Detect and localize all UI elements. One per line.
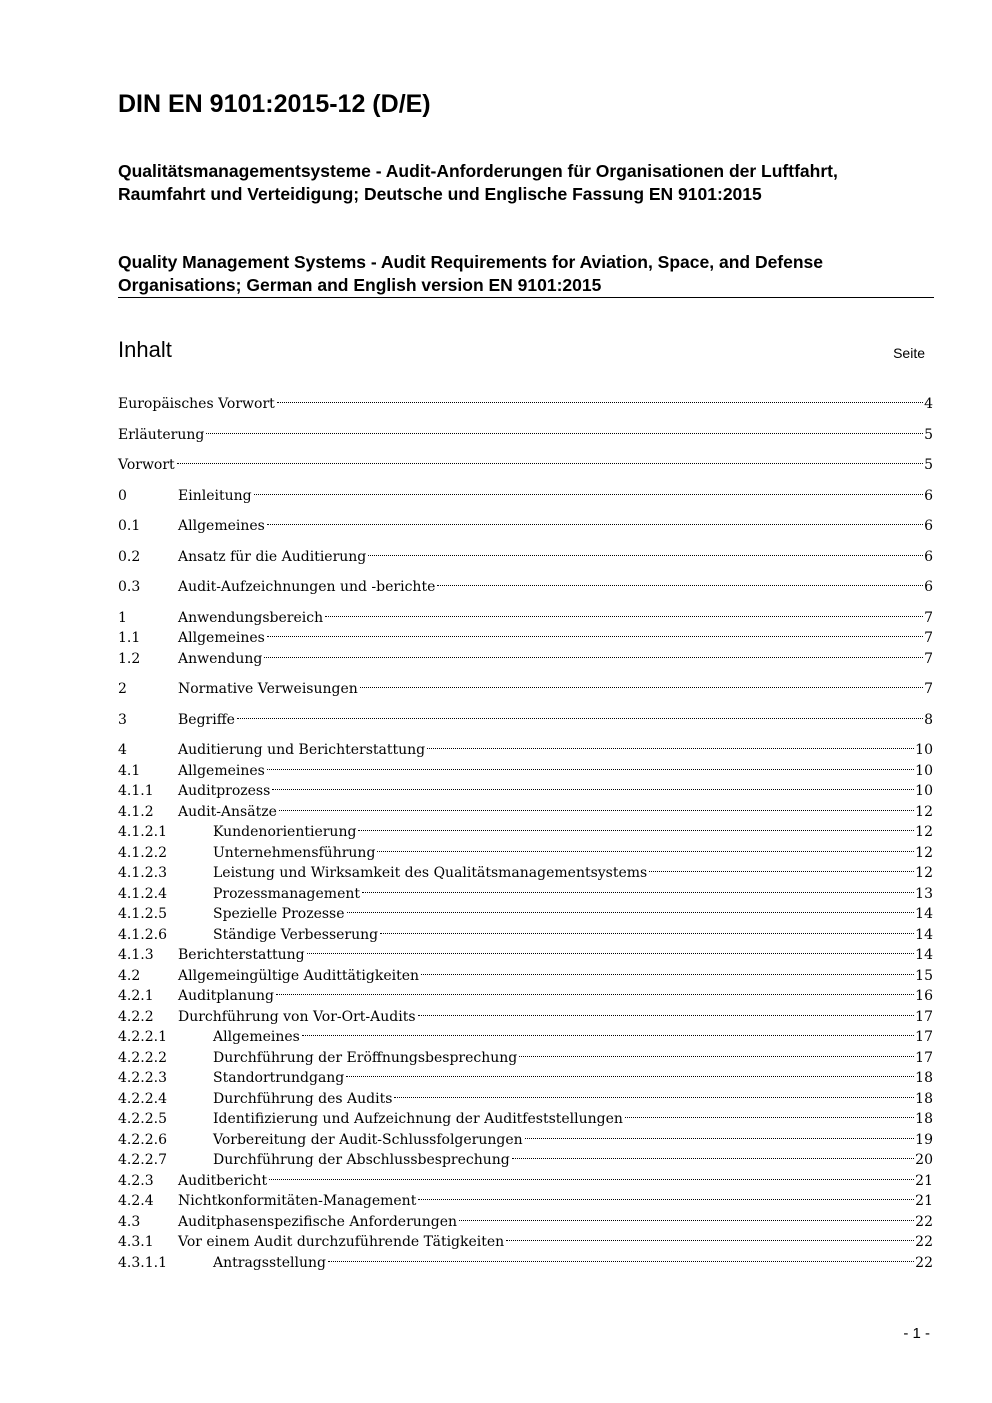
toc-entry-number: 4.2.4 bbox=[118, 1193, 154, 1209]
toc-entry-page: 22 bbox=[915, 1212, 933, 1233]
toc-entry-page: 20 bbox=[915, 1150, 933, 1171]
toc-dot-leader bbox=[267, 636, 923, 637]
toc-entry-page: 7 bbox=[924, 608, 933, 629]
toc-dot-leader bbox=[380, 933, 914, 934]
toc-dot-leader bbox=[459, 1220, 914, 1221]
toc-dot-leader bbox=[437, 585, 923, 586]
toc-entry-number: 0.1 bbox=[118, 518, 141, 534]
toc-entry-page: 19 bbox=[915, 1130, 933, 1151]
toc-entry-title: Auditplanung bbox=[178, 986, 275, 1007]
toc-entry-title: Allgemeines bbox=[213, 1027, 301, 1048]
toc-entry-page: 18 bbox=[915, 1089, 933, 1110]
toc-entry-title: Allgemeingültige Audittätigkeiten bbox=[178, 966, 420, 987]
toc-entry-page: 13 bbox=[915, 884, 933, 905]
toc-entry-number: 4.3 bbox=[118, 1213, 141, 1230]
toc-entry-number: 4.2.2.1 bbox=[118, 1029, 167, 1045]
title-divider bbox=[118, 297, 934, 298]
toc-heading: Inhalt bbox=[118, 337, 172, 362]
toc-dot-leader bbox=[346, 1076, 914, 1077]
toc-dot-leader bbox=[177, 463, 923, 464]
toc-entry-number: 4.3.1 bbox=[118, 1234, 154, 1250]
toc-entry-number: 4.2.3 bbox=[118, 1172, 154, 1189]
toc-page-column-label: Seite bbox=[893, 345, 925, 361]
toc-entry-page: 15 bbox=[915, 966, 933, 987]
toc-entry-page: 12 bbox=[915, 822, 933, 843]
toc-entry-number: 4.1.2.5 bbox=[118, 906, 167, 922]
table-of-contents bbox=[118, 394, 933, 1273]
toc-dot-leader bbox=[276, 994, 914, 995]
toc-dot-leader bbox=[267, 769, 914, 770]
toc-entry-page: 6 bbox=[924, 516, 933, 537]
toc-entry-page: 17 bbox=[915, 1048, 933, 1069]
toc-dot-leader bbox=[206, 433, 923, 434]
toc-entry-number: 4.1.2.2 bbox=[118, 844, 167, 861]
toc-entry-number: 4.1 bbox=[118, 762, 141, 779]
toc-entry[interactable] bbox=[118, 577, 933, 598]
toc-entry-title: Europäisches Vorwort bbox=[118, 394, 276, 415]
toc-dot-leader bbox=[360, 687, 923, 688]
toc-entry[interactable] bbox=[118, 986, 933, 1007]
toc-entry-number: 4.2.1 bbox=[118, 988, 154, 1004]
toc-entry-page: 22 bbox=[915, 1232, 933, 1253]
toc-entry-title: Audit-Ansätze bbox=[178, 802, 278, 823]
toc-entry[interactable] bbox=[118, 1068, 933, 1089]
toc-entry[interactable] bbox=[118, 394, 933, 415]
toc-entry[interactable] bbox=[118, 966, 933, 987]
toc-entry-title: Auditprozess bbox=[178, 781, 271, 802]
toc-entry[interactable] bbox=[118, 945, 933, 966]
toc-dot-leader bbox=[368, 555, 923, 556]
toc-entry-number: 4.1.2.3 bbox=[118, 865, 167, 881]
toc-entry-page: 21 bbox=[915, 1191, 933, 1212]
toc-entry-title: Standortrundgang bbox=[213, 1068, 345, 1089]
toc-dot-leader bbox=[267, 524, 923, 525]
toc-entry-number: 4.2 bbox=[118, 967, 141, 984]
toc-dot-leader bbox=[307, 953, 915, 954]
toc-entry[interactable] bbox=[118, 1191, 933, 1212]
toc-entry-number: 4.2.2.4 bbox=[118, 1090, 167, 1107]
toc-entry-number: 4.2.2.3 bbox=[118, 1070, 167, 1086]
toc-entry-number: 4.2.2.5 bbox=[118, 1111, 167, 1127]
toc-dot-leader bbox=[625, 1117, 914, 1118]
toc-entry[interactable] bbox=[118, 1089, 933, 1110]
toc-dot-leader bbox=[394, 1097, 914, 1098]
toc-entry-title: Prozessmanagement bbox=[213, 884, 361, 905]
toc-entry[interactable] bbox=[118, 761, 933, 782]
toc-entry-number: 4.3.1.1 bbox=[118, 1254, 167, 1271]
toc-entry-title: Nichtkonformitäten-Management bbox=[178, 1191, 417, 1212]
title-german: Qualitätsmanagementsysteme - Audit-Anforderungen für Organisationen der Luftfahrt, Raumfahrt und Verteidigung; Deutsche und Englische Fassung EN 9101:2015 bbox=[118, 161, 838, 204]
toc-dot-leader bbox=[362, 892, 914, 893]
toc-entry[interactable] bbox=[118, 1027, 933, 1048]
toc-entry-title: Kundenorientierung bbox=[213, 822, 357, 843]
toc-entry-number: 4 bbox=[118, 742, 127, 758]
toc-entry-page: 7 bbox=[924, 628, 933, 649]
toc-entry-number: 1.1 bbox=[118, 630, 141, 646]
toc-entry-page: 17 bbox=[915, 1007, 933, 1028]
toc-entry-title: Leistung und Wirksamkeit des Qualitätsmanagementsystems bbox=[213, 863, 648, 884]
toc-entry[interactable] bbox=[118, 884, 933, 905]
toc-dot-leader bbox=[427, 748, 914, 749]
toc-entry-page: 10 bbox=[915, 761, 933, 782]
toc-entry-title: Identifizierung und Aufzeichnung der Auditfeststellungen bbox=[213, 1109, 624, 1130]
toc-entry[interactable] bbox=[118, 1007, 933, 1028]
toc-entry-title: Erläuterung bbox=[118, 425, 205, 446]
toc-entry-number: 0.3 bbox=[118, 579, 141, 595]
toc-entry-title: Audit-Aufzeichnungen und -berichte bbox=[178, 577, 436, 598]
toc-entry-page: 5 bbox=[924, 425, 933, 446]
toc-entry[interactable] bbox=[118, 649, 933, 670]
toc-dot-leader bbox=[272, 789, 914, 790]
toc-entry-page: 14 bbox=[915, 904, 933, 925]
title-english: Quality Management Systems - Audit Requirements for Aviation, Space, and Defense Organisations; German and English version EN 9101:2015 bbox=[118, 252, 824, 295]
toc-entry-page: 10 bbox=[915, 781, 933, 802]
toc-dot-leader bbox=[512, 1158, 914, 1159]
toc-entry-page: 21 bbox=[915, 1171, 933, 1192]
toc-entry-page: 6 bbox=[924, 577, 933, 598]
toc-entry-page: 10 bbox=[915, 740, 933, 761]
toc-entry-title: Ansatz für die Auditierung bbox=[178, 547, 367, 568]
toc-entry-title: Durchführung der Eröffnungsbesprechung bbox=[213, 1048, 518, 1069]
toc-entry-title: Auditbericht bbox=[178, 1171, 268, 1192]
toc-dot-leader bbox=[279, 810, 914, 811]
toc-entry[interactable] bbox=[118, 904, 933, 925]
toc-entry[interactable] bbox=[118, 1232, 933, 1253]
toc-entry-number: 3 bbox=[118, 711, 127, 728]
toc-dot-leader bbox=[269, 1179, 914, 1180]
toc-entry[interactable] bbox=[118, 1048, 933, 1069]
toc-entry-number: 4.1.1 bbox=[118, 783, 154, 799]
toc-dot-leader bbox=[302, 1035, 914, 1036]
toc-dot-leader bbox=[264, 657, 923, 658]
toc-entry-number: 4.2.2.7 bbox=[118, 1152, 167, 1168]
toc-entry-title: Berichterstattung bbox=[178, 945, 306, 966]
document-code: DIN EN 9101:2015-12 (D/E) bbox=[118, 90, 431, 118]
toc-entry-title: Durchführung der Abschlussbesprechung bbox=[213, 1150, 511, 1171]
toc-entry-page: 16 bbox=[915, 986, 933, 1007]
toc-entry-title: Allgemeines bbox=[178, 516, 266, 537]
toc-entry[interactable] bbox=[118, 1212, 933, 1233]
toc-entry-number: 4.1.2 bbox=[118, 803, 154, 820]
toc-entry-page: 7 bbox=[924, 649, 933, 670]
toc-dot-leader bbox=[237, 718, 923, 719]
toc-entry-title: Auditierung und Berichterstattung bbox=[178, 740, 426, 761]
toc-dot-leader bbox=[358, 830, 914, 831]
toc-entry-title: Vorwort bbox=[118, 455, 176, 476]
toc-entry[interactable] bbox=[118, 925, 933, 946]
toc-entry-title: Allgemeines bbox=[178, 628, 266, 649]
toc-entry-page: 8 bbox=[924, 710, 933, 731]
toc-dot-leader bbox=[277, 402, 923, 403]
toc-entry[interactable] bbox=[118, 455, 933, 476]
toc-entry-number: 0 bbox=[118, 487, 127, 504]
page-number: - 1 - bbox=[903, 1325, 930, 1342]
toc-entry-title: Vor einem Audit durchzuführende Tätigkeiten bbox=[178, 1232, 505, 1253]
toc-entry-title: Einleitung bbox=[178, 486, 253, 507]
toc-entry-page: 17 bbox=[915, 1027, 933, 1048]
toc-entry[interactable] bbox=[118, 1253, 933, 1274]
toc-entry[interactable] bbox=[118, 547, 933, 568]
toc-entry-number: 4.1.2.1 bbox=[118, 824, 167, 840]
toc-entry[interactable] bbox=[118, 740, 933, 761]
toc-entry-page: 7 bbox=[924, 679, 933, 700]
toc-entry-page: 22 bbox=[915, 1253, 933, 1274]
toc-entry-page: 5 bbox=[924, 455, 933, 476]
toc-entry-page: 12 bbox=[915, 863, 933, 884]
toc-entry-page: 14 bbox=[915, 925, 933, 946]
toc-entry-number: 1.2 bbox=[118, 650, 141, 667]
toc-entry-title: Auditphasenspezifische Anforderungen bbox=[178, 1212, 458, 1233]
toc-entry-number: 4.2.2 bbox=[118, 1008, 154, 1025]
toc-entry-title: Ständige Verbesserung bbox=[213, 925, 379, 946]
toc-entry[interactable] bbox=[118, 1130, 933, 1151]
toc-entry[interactable] bbox=[118, 628, 933, 649]
toc-entry-title: Begriffe bbox=[178, 710, 236, 731]
toc-entry-page: 12 bbox=[915, 802, 933, 823]
toc-entry[interactable] bbox=[118, 781, 933, 802]
toc-entry-page: 18 bbox=[915, 1068, 933, 1089]
toc-dot-leader bbox=[254, 494, 924, 495]
toc-dot-leader bbox=[418, 1015, 915, 1016]
toc-entry-number: 4.2.2.6 bbox=[118, 1131, 167, 1148]
toc-entry-number: 4.1.2.4 bbox=[118, 885, 167, 902]
toc-dot-leader bbox=[325, 616, 923, 617]
toc-entry[interactable] bbox=[118, 802, 933, 823]
toc-entry[interactable] bbox=[118, 822, 933, 843]
toc-entry-title: Durchführung des Audits bbox=[213, 1089, 393, 1110]
toc-entry-title: Anwendungsbereich bbox=[178, 608, 324, 629]
toc-entry-page: 6 bbox=[924, 486, 933, 507]
toc-entry[interactable] bbox=[118, 608, 933, 629]
toc-entry-number: 4.1.2.6 bbox=[118, 926, 167, 943]
toc-dot-leader bbox=[525, 1138, 915, 1139]
toc-entry-number: 2 bbox=[118, 681, 127, 697]
toc-dot-leader bbox=[506, 1240, 914, 1241]
toc-entry-page: 6 bbox=[924, 547, 933, 568]
toc-entry-number: 4.1.3 bbox=[118, 947, 154, 963]
toc-entry-title: Vorbereitung der Audit-Schlussfolgerungen bbox=[213, 1130, 524, 1151]
toc-entry[interactable] bbox=[118, 486, 933, 507]
toc-entry[interactable] bbox=[118, 679, 933, 700]
toc-entry-title: Durchführung von Vor-Ort-Audits bbox=[178, 1007, 417, 1028]
toc-entry-number: 0.2 bbox=[118, 548, 141, 565]
toc-entry[interactable] bbox=[118, 516, 933, 537]
toc-entry-page: 18 bbox=[915, 1109, 933, 1130]
toc-entry-number: 4.2.2.2 bbox=[118, 1049, 167, 1066]
toc-dot-leader bbox=[519, 1056, 914, 1057]
toc-entry[interactable] bbox=[118, 1171, 933, 1192]
toc-dot-leader bbox=[421, 974, 914, 975]
toc-entry[interactable] bbox=[118, 843, 933, 864]
toc-entry[interactable] bbox=[118, 863, 933, 884]
toc-entry[interactable] bbox=[118, 425, 933, 446]
toc-entry-page: 12 bbox=[915, 843, 933, 864]
toc-entry-title: Anwendung bbox=[178, 649, 263, 670]
toc-entry-page: 4 bbox=[924, 394, 933, 415]
toc-entry-title: Allgemeines bbox=[178, 761, 266, 782]
toc-dot-leader bbox=[649, 871, 914, 872]
toc-entry-page: 14 bbox=[915, 945, 933, 966]
toc-dot-leader bbox=[418, 1199, 914, 1200]
toc-dot-leader bbox=[328, 1261, 914, 1262]
toc-entry-title: Antragsstellung bbox=[213, 1253, 327, 1274]
toc-entry-number: 1 bbox=[118, 609, 127, 626]
toc-entry[interactable] bbox=[118, 1109, 933, 1130]
toc-entry[interactable] bbox=[118, 1150, 933, 1171]
toc-dot-leader bbox=[347, 912, 915, 913]
toc-entry[interactable] bbox=[118, 710, 933, 731]
toc-entry-title: Spezielle Prozesse bbox=[213, 904, 346, 925]
toc-dot-leader bbox=[377, 851, 914, 852]
toc-entry-title: Unternehmensführung bbox=[213, 843, 376, 864]
toc-entry-title: Normative Verweisungen bbox=[178, 679, 359, 700]
